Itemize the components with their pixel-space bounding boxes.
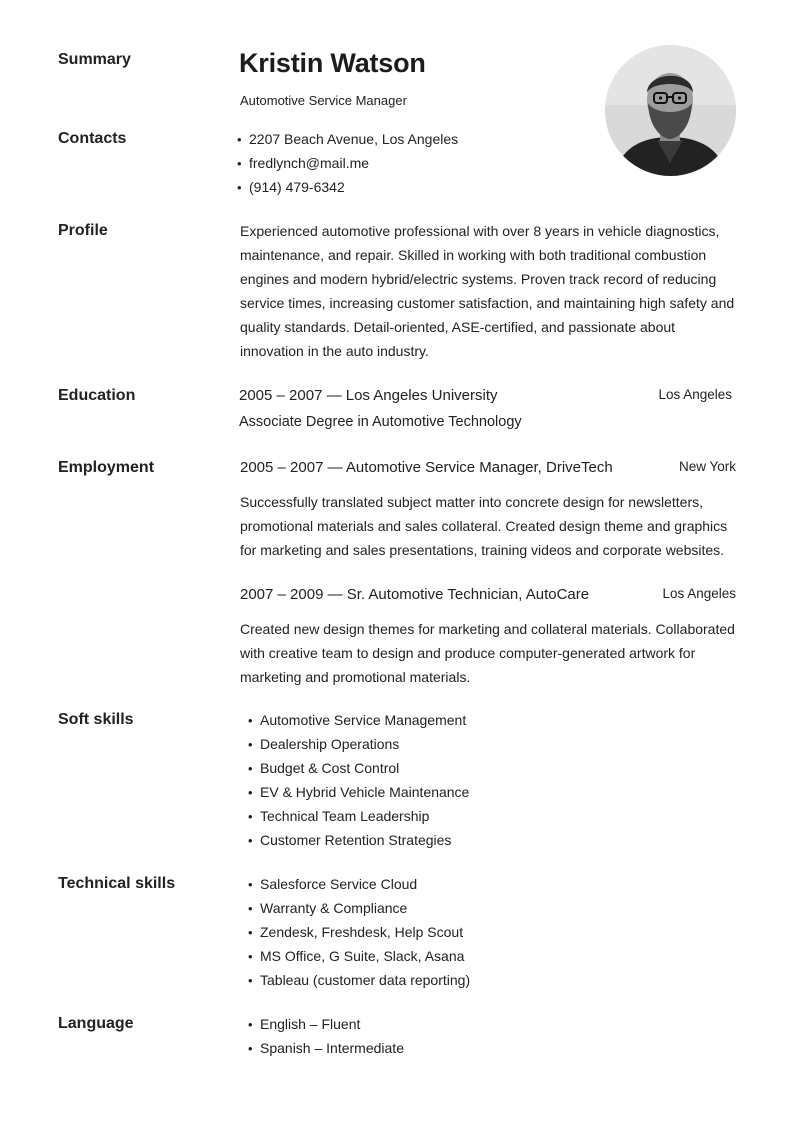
employment-description: Created new design themes for marketing and collateral materials. Collaborated with creative team to design and produce computer-generated artwork for marketing and promotional materials. — [240, 621, 735, 685]
education-entry-header — [239, 387, 732, 404]
education-degree: Associate Degree in Automotive Technology — [239, 414, 522, 430]
list-item: • Zendesk, Freshdesk, Help Scout — [260, 924, 470, 948]
list-item: • Customer Retention Strategies — [260, 832, 469, 856]
profile-photo-image — [605, 45, 736, 176]
list-item: • EV & Hybrid Vehicle Maintenance — [260, 784, 469, 808]
education-location: Los Angeles — [658, 387, 732, 402]
list-item: • English – Fluent — [260, 1016, 404, 1040]
profile-photo — [605, 45, 736, 176]
contact-phone[interactable]: • (914) 479-6342 — [249, 179, 458, 203]
employment-location: New York — [678, 459, 736, 474]
list-item: • Spanish – Intermediate — [260, 1040, 404, 1064]
list-item: • Warranty & Compliance — [260, 900, 470, 924]
list-item: • Tableau (customer data reporting) — [260, 972, 470, 996]
section-label-language: Language — [58, 1015, 134, 1032]
candidate-job-title: Automotive Service Manager — [240, 93, 407, 108]
employment-entry-header — [240, 459, 736, 476]
list-item: • Automotive Service Management — [260, 712, 469, 736]
list-item: • Technical Team Leadership — [260, 808, 469, 832]
section-label-technical-skills: Technical skills — [58, 875, 176, 892]
employment-heading: 2007 – 2009 — Sr. Automotive Technician, AutoCare — [240, 586, 590, 603]
employment-description: Successfully translated subject matter into concrete design for newsletters, promotional materials and sales collateral. Created design theme and graphics for marketing and sales presentations, training videos and corporate websites. — [240, 494, 728, 558]
section-label-contacts: Contacts — [58, 130, 127, 147]
soft-skills-list — [260, 712, 469, 856]
section-label-employment: Employment — [58, 459, 155, 476]
list-item: • Salesforce Service Cloud — [260, 876, 470, 900]
section-label-summary: Summary — [58, 51, 131, 68]
profile-text: Experienced automotive professional with over 8 years in vehicle diagnostics, maintenance, and repair. Skilled in working with both traditional combustion engines and modern hybrid/electric systems. Proven track record of reducing service times, increasing customer satisfaction, and maintaining high safety and quality standards. Detail-oriented, ASE-certified, and passionate about innovation in the auto industry. — [240, 223, 735, 359]
education-heading: 2005 – 2007 — Los Angeles University — [239, 387, 498, 404]
employment-location: Los Angeles — [662, 586, 736, 601]
languages-list — [260, 1016, 404, 1064]
list-item: • MS Office, G Suite, Slack, Asana — [260, 948, 470, 972]
candidate-name: Kristin Watson — [239, 48, 426, 78]
list-item: • Dealership Operations — [260, 736, 469, 760]
contacts-list — [249, 131, 458, 203]
section-label-soft-skills: Soft skills — [58, 711, 134, 728]
employment-entry-header — [240, 586, 736, 603]
section-label-education: Education — [58, 387, 136, 404]
contact-address: • 2207 Beach Avenue, Los Angeles — [249, 131, 458, 155]
section-label-profile: Profile — [58, 222, 108, 239]
employment-heading: 2005 – 2007 — Automotive Service Manager, DriveTech — [240, 459, 613, 476]
contact-email[interactable]: • fredlynch@mail.me — [249, 155, 458, 179]
list-item: • Budget & Cost Control — [260, 760, 469, 784]
technical-skills-list — [260, 876, 470, 996]
